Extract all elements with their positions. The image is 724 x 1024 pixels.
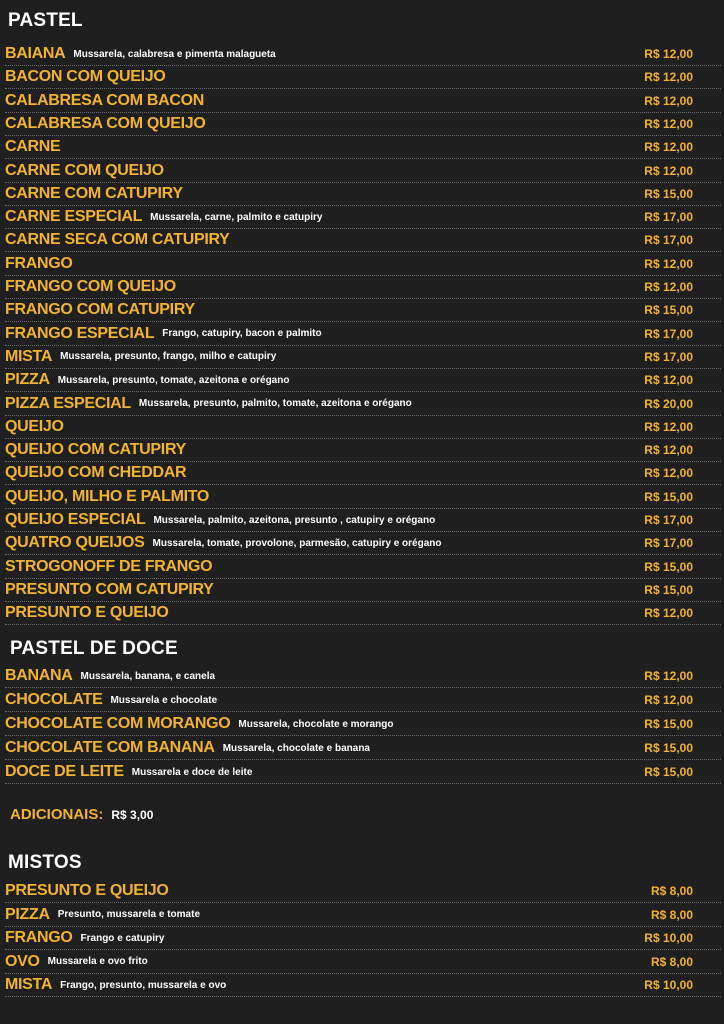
- menu-item-name: DOCE DE LEITE: [5, 763, 124, 780]
- menu-item: [5, 689, 721, 712]
- menu-item: [5, 160, 721, 183]
- menu-item-name: CARNE: [5, 138, 61, 156]
- menu-item: [5, 183, 721, 206]
- menu-item-name: FRANGO: [5, 929, 73, 947]
- menu-item-price: R$ 15,00: [644, 582, 693, 597]
- menu-item-name: FRANGO ESPECIAL: [5, 324, 155, 342]
- menu-item-description: Mussarela, palmito, azeitona, presunto , catupiry e orégano: [153, 514, 436, 526]
- menu-item-price: R$ 12,00: [644, 373, 693, 388]
- menu-item-name: CALABRESA COM QUEIJO: [5, 114, 206, 132]
- menu-item-price: R$ 12,00: [644, 280, 693, 294]
- menu-item: [5, 880, 721, 903]
- menu-item-description: Frango, presunto, mussarela e ovo: [60, 979, 227, 991]
- menu-item: [5, 416, 721, 439]
- menu-item-name: CARNE COM QUEIJO: [5, 161, 164, 179]
- menu-item: [5, 299, 721, 322]
- menu-item-name: BACON COM QUEIJO: [5, 68, 166, 86]
- menu-item-price: R$ 17,00: [644, 536, 693, 551]
- menu-item-description: Frango, catupiry, bacon e palmito: [162, 328, 322, 340]
- menu-item-name: QUEIJO COM CATUPIRY: [5, 441, 186, 459]
- menu-item: [5, 276, 721, 299]
- menu-item-description: Mussarela, calabresa e pimenta malagueta: [73, 48, 276, 60]
- menu-item-price: R$ 10,00: [644, 978, 693, 993]
- menu-item-name: CARNE SECA COM CATUPIRY: [5, 231, 230, 249]
- menu-item-description: Mussarela, carne, palmito e catupiry: [150, 211, 323, 223]
- menu-item: [5, 713, 721, 736]
- menu-item: [5, 253, 721, 276]
- menu-item-price: R$ 12,00: [644, 140, 693, 155]
- menu-item-price: R$ 17,00: [644, 349, 693, 364]
- menu-item-name: BANANA: [5, 667, 73, 684]
- menu-item-description: Mussarela, presunto, tomate, azeitona e orégano: [57, 374, 290, 386]
- menu-item: [5, 974, 721, 997]
- menu-item: [5, 556, 721, 579]
- menu-item: [5, 761, 721, 784]
- menu-item-price: R$ 20,00: [644, 396, 693, 411]
- adicionais-price: R$ 3,00: [111, 807, 154, 822]
- menu-item-name: CHOCOLATE: [5, 691, 103, 708]
- menu-item-name: STROGONOFF DE FRANGO: [5, 557, 213, 575]
- menu-item-price: R$ 12,00: [644, 70, 693, 85]
- menu-item-description: Mussarela e chocolate: [110, 694, 218, 706]
- menu-item-price: R$ 15,00: [644, 717, 693, 731]
- menu-item: [5, 579, 721, 602]
- menu-item-price: R$ 17,00: [644, 513, 693, 527]
- menu-item-price: R$ 17,00: [644, 326, 693, 341]
- menu-item-name: QUEIJO COM CHEDDAR: [5, 464, 187, 482]
- menu-item-name: QUATRO QUEIJOS: [5, 534, 145, 552]
- menu-item-description: Mussarela, chocolate e banana: [222, 742, 370, 754]
- menu-item-name: CHOCOLATE COM BANANA: [5, 739, 215, 756]
- adicionais: [10, 806, 153, 823]
- menu-item: [5, 439, 721, 462]
- menu-item-name: PIZZA ESPECIAL: [5, 394, 131, 412]
- menu-item-name: PIZZA: [5, 905, 50, 923]
- menu-item-name: CALABRESA COM BACON: [5, 91, 205, 109]
- menu-item: [5, 369, 721, 392]
- menu-item-name: QUEIJO ESPECIAL: [5, 511, 146, 528]
- menu-item-price: R$ 12,00: [644, 163, 693, 178]
- menu-item-name: OVO: [5, 952, 40, 970]
- menu-item-name: MISTA: [5, 976, 53, 994]
- menu-item-name: FRANGO COM QUEIJO: [5, 278, 176, 295]
- menu-item-description: Mussarela e doce de leite: [131, 766, 253, 778]
- menu-item-price: R$ 15,00: [644, 303, 693, 318]
- menu-item-description: Mussarela, banana, e canela: [80, 670, 216, 682]
- section-title-mistos: MISTOS: [8, 852, 82, 873]
- menu-item-name: BAIANA: [5, 45, 66, 62]
- menu-item-description: Presunto, mussarela e tomate: [57, 909, 201, 921]
- menu-item-name: PIZZA: [5, 371, 50, 389]
- menu-item-description: Mussarela, presunto, palmito, tomate, azeitona e orégano: [138, 398, 412, 409]
- section-title-pastel: PASTEL: [8, 10, 83, 31]
- menu-item-price: R$ 12,00: [644, 693, 693, 707]
- menu-item-description: Frango e catupiry: [80, 932, 165, 944]
- menu-item-price: R$ 8,00: [650, 954, 693, 969]
- menu-item-price: R$ 15,00: [644, 489, 693, 504]
- menu-item: [5, 113, 721, 136]
- menu-item: [5, 904, 721, 927]
- menu-item-price: R$ 12,00: [644, 256, 693, 271]
- menu-item: [5, 323, 721, 346]
- menu-item-price: R$ 15,00: [644, 559, 693, 574]
- menu-item: [5, 136, 721, 159]
- menu-item-price: R$ 12,00: [644, 116, 693, 131]
- menu-item: [5, 927, 721, 950]
- menu-item: [5, 737, 721, 760]
- menu-item-price: R$ 12,00: [644, 47, 693, 61]
- menu-item-price: R$ 15,00: [644, 765, 693, 779]
- menu-item-price: R$ 12,00: [644, 466, 693, 481]
- menu-item: [5, 509, 721, 532]
- menu-item-price: R$ 17,00: [644, 233, 693, 248]
- menu-item: [5, 532, 721, 555]
- menu-item-price: R$ 15,00: [644, 741, 693, 755]
- menu-item: [5, 43, 721, 66]
- menu-item-name: QUEIJO, MILHO E PALMITO: [5, 487, 210, 505]
- menu-item-name: FRANGO COM CATUPIRY: [5, 301, 195, 319]
- menu-item: [5, 393, 721, 416]
- menu-item-name: FRANGO: [5, 254, 73, 272]
- menu-item: [5, 665, 721, 688]
- menu-item-price: R$ 12,00: [644, 419, 693, 434]
- menu-item-price: R$ 17,00: [644, 210, 693, 225]
- menu-item-price: R$ 12,00: [644, 606, 693, 621]
- section-title-pastel-de-doce: PASTEL DE DOCE: [10, 638, 178, 659]
- menu-item: [5, 602, 721, 625]
- menu-item-name: MISTA: [5, 347, 53, 365]
- menu-item-price: R$ 8,00: [650, 884, 693, 898]
- menu-item-description: Mussarela, chocolate e morango: [238, 718, 394, 730]
- menu-item-name: PRESUNTO E QUEIJO: [5, 882, 169, 899]
- menu-item-price: R$ 15,00: [644, 186, 693, 201]
- menu-item: [5, 90, 721, 113]
- menu-item-price: R$ 10,00: [644, 931, 693, 946]
- menu-item-name: PRESUNTO E QUEIJO: [5, 604, 169, 622]
- menu-item: [5, 951, 721, 974]
- adicionais-label: ADICIONAIS:: [10, 806, 104, 823]
- menu-item: [5, 66, 721, 89]
- menu-item-name: QUEIJO: [5, 417, 64, 435]
- menu-item-price: R$ 8,00: [650, 907, 693, 922]
- menu-item: [5, 206, 721, 229]
- menu-item-price: R$ 12,00: [644, 93, 693, 108]
- menu-item-description: Mussarela, tomate, provolone, parmesão, catupiry e orégano: [152, 537, 442, 549]
- menu-item-name: CARNE COM CATUPIRY: [5, 184, 183, 202]
- menu-item-name: PRESUNTO COM CATUPIRY: [5, 580, 214, 598]
- menu-item: [5, 462, 721, 485]
- menu-item-name: CARNE ESPECIAL: [5, 208, 143, 226]
- menu-item: [5, 346, 721, 369]
- menu-item: [5, 229, 721, 252]
- menu-item-description: Mussarela, presunto, frango, milho e catupiry: [60, 351, 277, 363]
- menu-item-description: Mussarela e ovo frito: [47, 956, 148, 968]
- menu-item-price: R$ 12,00: [644, 669, 693, 683]
- menu-item-name: CHOCOLATE COM MORANGO: [5, 715, 231, 732]
- menu-item: [5, 486, 721, 509]
- menu-item-price: R$ 12,00: [644, 443, 693, 458]
